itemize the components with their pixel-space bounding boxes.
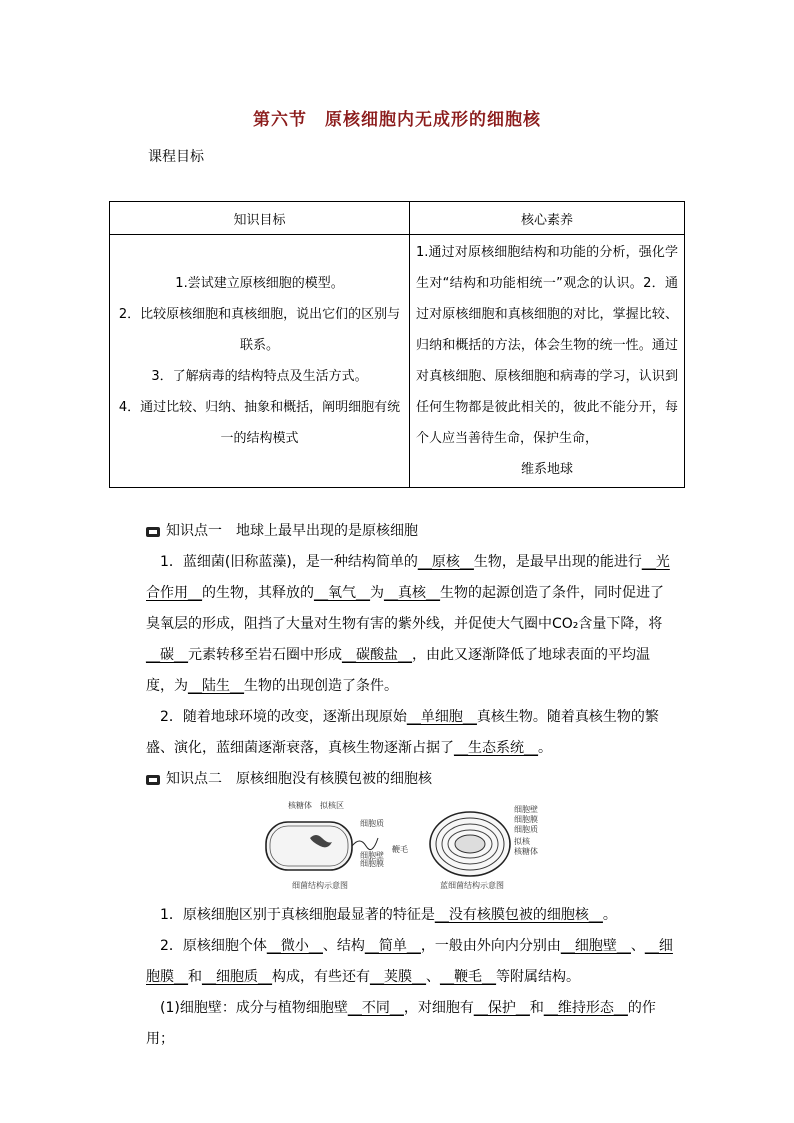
cyanobacteria-caption: 蓝细菌结构示意图 <box>440 881 504 890</box>
label-nucleoid: 拟核区 <box>320 801 344 810</box>
text-segment: 构成，有些还有 <box>272 969 370 985</box>
knowledge-item: 3．了解病毒的结构特点及生活方式。 <box>151 369 368 384</box>
page-title: 第六节 原核细胞内无成形的细胞核 <box>253 110 541 130</box>
label-ribosome: 核糖体 <box>288 801 312 810</box>
answer-blank: __细胞壁__ <box>560 938 631 954</box>
heading-label: 知识点二 原核细胞没有核膜包被的细胞核 <box>166 771 432 787</box>
paragraph <box>146 900 676 931</box>
label-cell-membrane: 细胞膜 <box>514 815 538 824</box>
bacteria-caption: 细菌结构示意图 <box>292 881 348 890</box>
label-cytoplasm: 细胞质 <box>514 825 538 834</box>
heading-label: 知识点一 地球上最早出现的是原核细胞 <box>166 523 418 539</box>
paragraph <box>146 547 676 702</box>
cell-structure-figure <box>260 800 560 892</box>
answer-blank: __生态系统__ <box>454 740 538 756</box>
text-segment: 的作用； <box>146 1000 656 1047</box>
answer-blank: __单细胞__ <box>406 709 477 725</box>
text-segment: 的生物，其释放的 <box>202 585 314 601</box>
text-segment: 和 <box>529 1000 544 1016</box>
text-segment: 1．原核细胞区别于真核细胞最显著的特征是 <box>160 907 435 923</box>
label-nucleoid: 拟核 <box>514 837 530 846</box>
answer-blank: __碳__ <box>146 647 188 663</box>
answer-blank: __没有核膜包被的细胞核__ <box>434 907 603 923</box>
section-subtitle: 课程目标 <box>148 149 204 165</box>
pencil-icon <box>146 527 160 537</box>
goals-table <box>109 201 685 488</box>
answer-blank: __碳酸盐__ <box>342 647 412 663</box>
answer-blank: __不同__ <box>347 1000 404 1016</box>
answer-blank: __鞭毛__ <box>440 969 496 985</box>
answer-blank: __简单__ <box>364 938 421 954</box>
label-cytoplasm: 细胞质 <box>360 819 384 828</box>
cyanobacteria-diagram <box>430 804 538 890</box>
text-segment: 生物，是最早出现的能进行 <box>473 554 642 570</box>
answer-blank: __细胞膜__ <box>146 938 673 985</box>
text-segment: 1．蓝细菌(旧称蓝藻)，是一种结构简单的 <box>160 554 418 570</box>
core-literacy-last: 维系地球 <box>520 462 573 477</box>
text-segment: 、 <box>426 969 440 985</box>
text-segment: 、 <box>630 938 645 954</box>
text-segment: 2．原核细胞个体 <box>160 938 267 954</box>
text-segment: ，一般由外向内分别由 <box>420 938 561 954</box>
table-header-core: 核心素养 <box>410 202 685 235</box>
core-literacy-text: 1.通过对原核细胞结构和功能的分析，强化学生对“结构和功能相统一”观念的认识。2．通过对原核细胞和真核细胞的对比，掌握比较、归纳和概括的方法，体会生物的统一性。通过对真核细胞、原核细胞和病毒的学习，认识到任何生物都是彼此相关的，彼此不能分开，每个人应当善待生命，保护生命， <box>416 245 678 446</box>
answer-blank: __陆生__ <box>188 678 244 694</box>
answer-blank: __真核__ <box>384 585 440 601</box>
text-segment: 生物的出现创造了条件。 <box>244 678 398 694</box>
text-segment: 2．随着地球环境的改变，逐渐出现原始 <box>160 709 407 725</box>
label-cell-wall: 细胞壁 <box>360 851 384 860</box>
label-cell-membrane: 细胞膜 <box>360 859 384 868</box>
knowledge-item: 2．比较原核细胞和真核细胞，说出它们的区别与联系。 <box>118 307 401 353</box>
label-ribosome: 核糖体 <box>514 847 538 856</box>
knowledge-item: 4．通过比较、归纳、抽象和概括，阐明细胞有统一的结构模式 <box>118 400 401 446</box>
text-segment: ，由此又逐渐降低了地球表面的平均温度，为 <box>146 647 650 694</box>
text-segment: 等附属结构。 <box>496 969 580 985</box>
pencil-icon <box>146 775 160 785</box>
knowledge-point-2 <box>146 900 676 1055</box>
core-literacy-cell <box>410 235 685 488</box>
paragraph <box>146 993 676 1055</box>
text-segment: 。 <box>538 740 552 756</box>
answer-blank: __保护__ <box>473 1000 530 1016</box>
answer-blank: __荚膜__ <box>370 969 426 985</box>
text-segment: ，对细胞有 <box>403 1000 474 1016</box>
text-segment: 生物的起源创造了条件，同时促进了臭氧层的形成，阻挡了大量对生物有害的紫外线，并促使大气圈中CO₂含量下降，将 <box>146 585 664 632</box>
answer-blank: __光合作用__ <box>146 554 670 601</box>
answer-blank: __原核__ <box>417 554 474 570</box>
answer-blank: __微小__ <box>266 938 323 954</box>
answer-blank: __维持形态__ <box>543 1000 628 1016</box>
text-segment: (1)细胞壁：成分与植物细胞壁 <box>160 1000 348 1016</box>
knowledge-point-2-heading <box>146 764 676 795</box>
knowledge-point-1 <box>146 516 676 795</box>
text-segment: 真核生物。随着真核生物的繁盛、演化，蓝细菌逐渐衰落，真核生物逐渐占据了 <box>146 709 659 756</box>
knowledge-point-1-heading <box>146 516 676 547</box>
label-flagellum: 鞭毛 <box>392 845 408 854</box>
text-segment: 、结构 <box>322 938 365 954</box>
bacteria-diagram <box>266 800 408 890</box>
paragraph <box>146 931 676 993</box>
table-header-knowledge: 知识目标 <box>110 202 410 235</box>
answer-blank: __细胞质__ <box>202 969 272 985</box>
answer-blank: __氧气__ <box>314 585 370 601</box>
text-segment: 。 <box>602 907 617 923</box>
paragraph <box>146 702 676 764</box>
text-segment: 为 <box>370 585 384 601</box>
text-segment: 和 <box>188 969 202 985</box>
knowledge-goals-cell <box>110 235 410 488</box>
knowledge-item: 1.尝试建立原核细胞的模型。 <box>175 276 344 291</box>
label-cell-wall: 细胞壁 <box>514 805 538 814</box>
text-segment: 元素转移至岩石圈中形成 <box>188 647 342 663</box>
